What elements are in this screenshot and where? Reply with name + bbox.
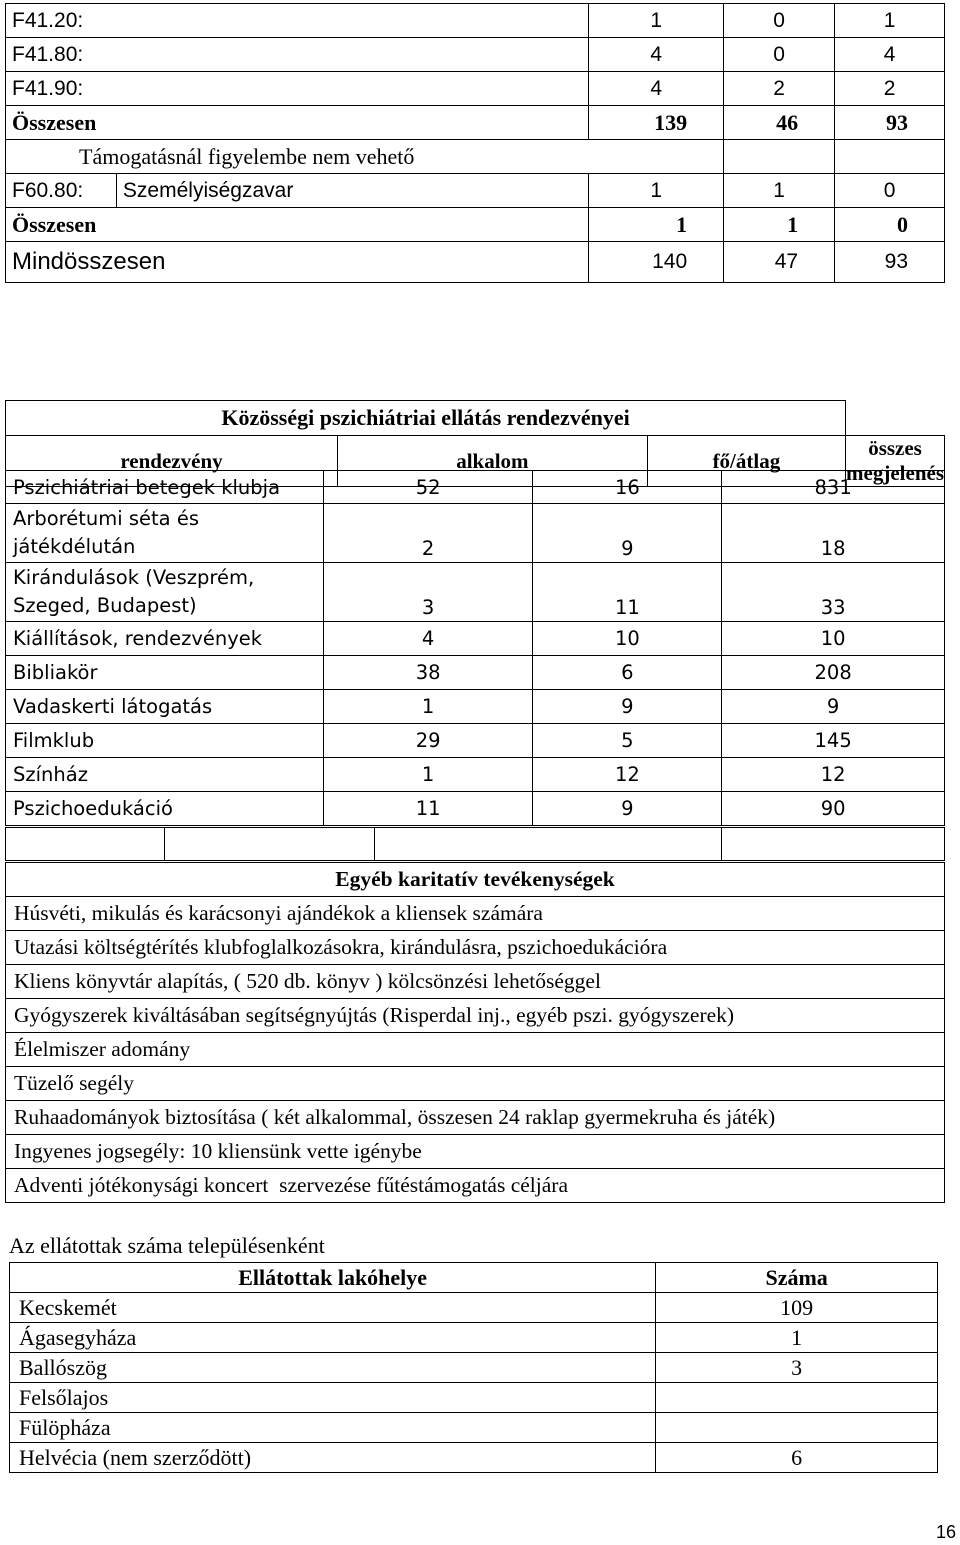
header-count: Száma [656,1263,938,1293]
event-name: Vadaskerti látogatás [6,690,324,724]
event-count: 52 [323,471,533,504]
list-item [6,897,945,931]
charity-table [5,862,945,1203]
event-avg: 12 [533,758,722,792]
subtotal-label: Összesen [6,208,589,242]
table-row [10,1293,938,1323]
residence-count [656,1413,938,1443]
event-count: 2 [323,504,533,563]
diagnosis-col-a: 1 [724,174,835,208]
event-name-line: Kirándulások (Veszprém, [13,566,255,589]
subtotal-col-b: 93 [835,106,945,140]
diagnosis-name: Személyiségzavar [116,174,588,208]
residence-count: 6 [656,1443,938,1473]
event-avg: 6 [533,656,722,690]
table-header-row [10,1263,938,1293]
table-row [6,504,945,563]
diagnosis-code: F41.20: [6,4,589,38]
diagnosis-total: 4 [589,38,724,72]
diagnosis-code: F41.80: [6,38,589,72]
table-row [6,690,945,724]
diagnosis-total: 1 [589,174,724,208]
residence-count: 109 [656,1293,938,1323]
charity-item: Húsvéti, mikulás és karácsonyi ajándékok a kliensek számára [6,897,945,931]
diagnosis-code: F60.80: [6,174,117,208]
event-total: 145 [722,724,945,758]
blank-separator-row [5,827,945,861]
event-total: 208 [722,656,945,690]
diagnosis-code: F41.90: [6,72,589,106]
table-row [6,758,945,792]
list-item [6,1033,945,1067]
diagnosis-col-a: 0 [724,4,835,38]
subtotal-total: 1 [589,208,724,242]
event-count: 1 [323,690,533,724]
list-item [6,965,945,999]
residence-table [9,1262,938,1473]
charity-item: Élelmiszer adomány [6,1033,945,1067]
header-total: összes megjelenés [846,436,945,485]
diagnosis-table [5,3,945,283]
event-count: 38 [323,656,533,690]
event-avg: 11 [533,563,722,622]
table-row [6,622,945,656]
subtotal-label: Összesen [6,106,589,140]
event-total: 831 [722,471,945,504]
diagnosis-total: 1 [589,4,724,38]
list-item [6,1101,945,1135]
table-row [10,1353,938,1383]
list-item [6,931,945,965]
event-avg: 9 [533,792,722,826]
table-row [6,72,945,106]
table-row [6,724,945,758]
event-name [6,504,324,563]
header-event: rendezvény [6,436,338,487]
event-name [6,563,324,622]
list-item [6,1135,945,1169]
event-avg: 10 [533,622,722,656]
table-row [6,38,945,72]
event-total: 10 [722,622,945,656]
header-occasions: alkalom [337,436,647,487]
grand-total-total: 140 [589,242,724,283]
header-avg: fő/átlag [647,436,845,487]
residence-place: Helvécia (nem szerződött) [10,1443,656,1473]
residence-place: Ágasegyháza [10,1323,656,1353]
table-row [10,1413,938,1443]
charity-item: Ingyenes jogsegély: 10 kliensünk vette igénybe [6,1135,945,1169]
event-count: 1 [323,758,533,792]
table-row [6,656,945,690]
table-row [6,471,945,504]
charity-table-title: Egyéb karitatív tevékenységek [6,863,945,897]
section-row [6,140,945,174]
event-avg: 9 [533,690,722,724]
event-name-line: Szeged, Budapest) [13,594,197,617]
subtotal-row [6,106,945,140]
event-count: 4 [323,622,533,656]
grand-total-col-a: 47 [724,242,835,283]
event-name: Pszichiátriai betegek klubja [6,471,324,504]
residence-caption: Az ellátottak száma településenként [9,1233,325,1258]
event-name-line: játékdélután [13,535,136,558]
event-total: 33 [722,563,945,622]
grand-total-col-b: 93 [835,242,945,283]
diagnosis-col-b: 4 [835,38,945,72]
event-count: 11 [323,792,533,826]
event-count: 3 [323,563,533,622]
event-total: 18 [722,504,945,563]
event-name: Bibliakör [6,656,324,690]
charity-item: Adventi jótékonysági koncert szervezése fűtéstámogatás céljára [6,1169,945,1203]
table-row [6,4,945,38]
table-title-row [6,863,945,897]
event-avg: 5 [533,724,722,758]
list-item [6,999,945,1033]
residence-count [656,1383,938,1413]
list-item [6,1169,945,1203]
table-row [10,1383,938,1413]
charity-item: Kliens könyvtár alapítás, ( 520 db. könyv ) kölcsönzési lehetőséggel [6,965,945,999]
subtotal-col-b: 0 [835,208,945,242]
charity-item: Utazási költségtérítés klubfoglalkozásokra, kirándulásra, pszichoedukációra [6,931,945,965]
diagnosis-col-b: 1 [835,4,945,38]
header-residence: Ellátottak lakóhelye [10,1263,656,1293]
event-name-line: Arborétumi séta és [13,507,199,530]
charity-item: Gyógyszerek kiváltásában segítségnyújtás (Risperdal inj., egyéb pszi. gyógyszerek) [6,999,945,1033]
event-name: Pszichoedukáció [6,792,324,826]
subtotal-row [6,208,945,242]
section-label: Támogatásnál figyelembe nem vehető [6,140,724,174]
table-title-row [6,401,945,436]
diagnosis-col-b: 0 [835,174,945,208]
event-total: 12 [722,758,945,792]
grand-total-row [6,242,945,283]
event-name: Színház [6,758,324,792]
event-total: 90 [722,792,945,826]
residence-place: Kecskemét [10,1293,656,1323]
event-name: Filmklub [6,724,324,758]
table-row [6,174,945,208]
grand-total-label: Mindösszesen [6,242,589,283]
table-row [10,1443,938,1473]
diagnosis-col-a: 0 [724,38,835,72]
residence-place: Fülöpháza [10,1413,656,1443]
residence-count: 1 [656,1323,938,1353]
charity-item: Ruhaadományok biztosítása ( két alkalommal, összesen 24 raklap gyermekruha és játék) [6,1101,945,1135]
subtotal-total: 139 [589,106,724,140]
events-table-body [5,470,945,826]
diagnosis-col-b: 2 [835,72,945,106]
table-row [6,792,945,826]
table-row [10,1323,938,1353]
events-table-title: Közösségi pszichiátriai ellátás rendezvényei [6,401,846,436]
event-name: Kiállítások, rendezvények [6,622,324,656]
event-total: 9 [722,690,945,724]
event-avg: 16 [533,471,722,504]
residence-place: Ballószög [10,1353,656,1383]
event-count: 29 [323,724,533,758]
event-avg: 9 [533,504,722,563]
list-item [6,1067,945,1101]
residence-count: 3 [656,1353,938,1383]
charity-item: Tüzelő segély [6,1067,945,1101]
residence-place: Felsőlajos [10,1383,656,1413]
table-row [6,563,945,622]
diagnosis-total: 4 [589,72,724,106]
subtotal-col-a: 1 [724,208,835,242]
subtotal-col-a: 46 [724,106,835,140]
page-number: 16 [936,1522,957,1542]
diagnosis-col-a: 2 [724,72,835,106]
